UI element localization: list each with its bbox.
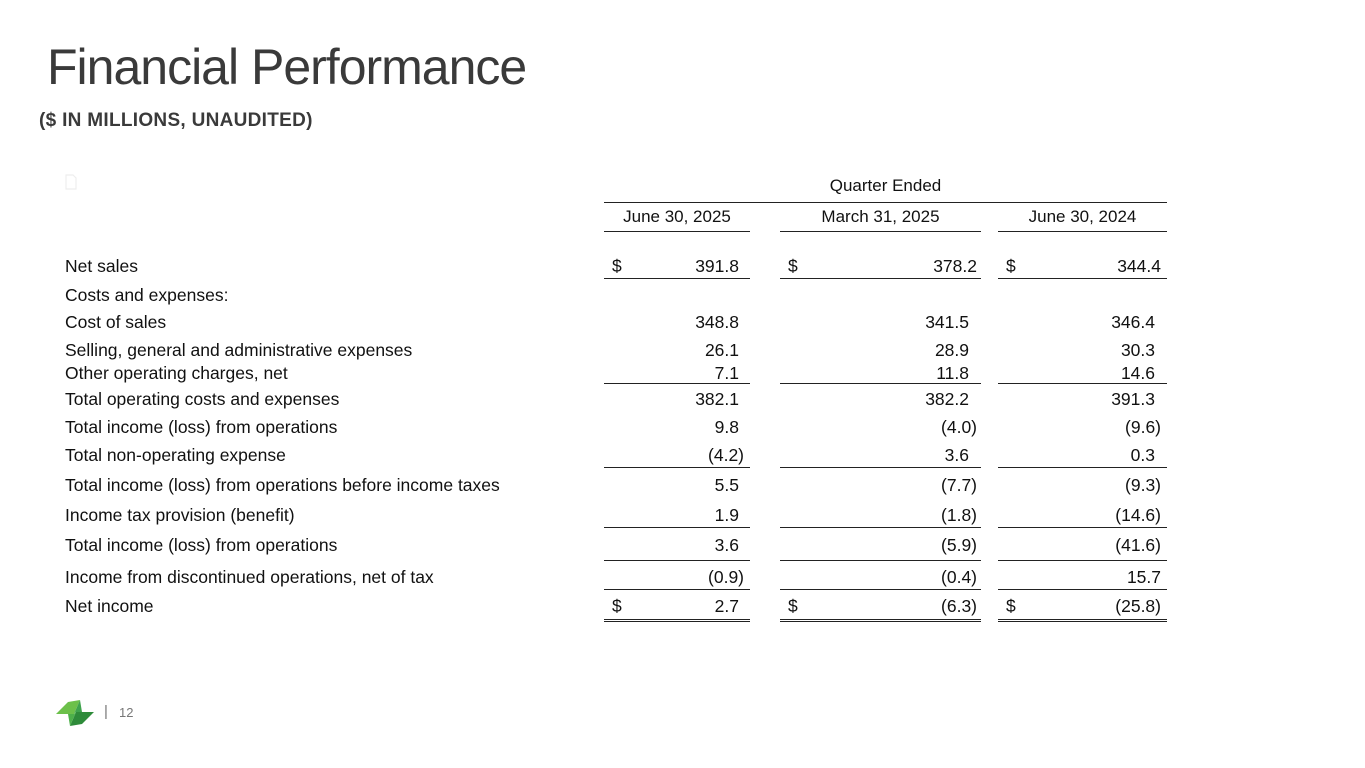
cell-value: 346.4 [1111,312,1155,332]
row-label: Total operating costs and expenses [65,389,340,409]
table-row [0,504,1365,528]
cell-value: 15.7 [1126,567,1161,587]
cell-value: 5.5 [714,475,739,495]
currency-symbol: $ [612,256,622,276]
cell-value: 1.9 [714,505,739,525]
page-number: 12 [119,705,134,720]
cell-value: (14.6) [1115,505,1161,525]
row-label: Costs and expenses: [65,285,229,305]
row-label: Total income (loss) from operations [65,535,338,555]
row-label: Total income (loss) from operations [65,417,338,437]
cell-value: (0.4) [941,567,977,587]
cell-value: (9.3) [1125,475,1161,495]
table-row [0,595,1365,622]
table-row [0,362,1365,384]
currency-symbol: $ [1006,596,1016,616]
cell-value: (1.8) [941,505,977,525]
row-label: Net income [65,596,154,616]
cell-value: 0.3 [1130,445,1155,465]
column-header-june-2025: June 30, 2025 [604,206,750,232]
cell-value: (5.9) [941,535,977,555]
page-subtitle: ($ IN MILLIONS, UNAUDITED) [39,110,313,131]
row-label: Total non-operating expense [65,445,286,465]
row-label: Cost of sales [65,312,167,332]
cell-value: 2.7 [714,596,739,616]
cell-value: 344.4 [1117,256,1161,276]
cell-value: 341.5 [925,312,969,332]
currency-symbol: $ [612,596,622,616]
cell-value: 9.8 [714,417,739,437]
cell-value: 7.1 [714,363,739,383]
cell-value: (6.3) [941,596,977,616]
column-header-june-2024: June 30, 2024 [998,206,1167,232]
quarter-ended-header: Quarter Ended [604,175,1167,203]
cell-value: (41.6) [1115,535,1161,555]
cell-value: 3.6 [714,535,739,555]
column-header-march-2025: March 31, 2025 [780,206,981,232]
cell-value: (4.0) [941,417,977,437]
cell-value: (7.7) [941,475,977,495]
table-row [0,311,1365,333]
cell-value: 348.8 [695,312,739,332]
row-label: Selling, general and administrative expenses [65,340,413,360]
page-title: Financial Performance [47,39,527,95]
cell-value: 391.3 [1111,389,1155,409]
table-row [0,416,1365,438]
cell-value: (9.6) [1125,417,1161,437]
row-label: Total income (loss) from operations before income taxes [65,475,500,495]
company-logo-icon [56,696,96,730]
document-icon [64,174,78,190]
cell-value: 3.6 [944,445,969,465]
table-row [0,284,1365,306]
row-label: Income tax provision (benefit) [65,505,295,525]
cell-value: (25.8) [1115,596,1161,616]
table-row [0,444,1365,468]
row-label: Net sales [65,256,138,276]
currency-symbol: $ [788,256,798,276]
cell-value: 30.3 [1120,340,1155,360]
table-row [0,566,1365,590]
row-label: Income from discontinued operations, net of tax [65,567,434,587]
cell-value: 28.9 [934,340,969,360]
cell-value: 391.8 [695,256,739,276]
cell-value: 14.6 [1120,363,1155,383]
table-row [0,534,1365,561]
cell-value: (0.9) [708,567,744,587]
cell-value: 26.1 [704,340,739,360]
cell-value: 378.2 [933,256,977,276]
cell-value: 382.1 [695,389,739,409]
footer-separator: | [104,703,108,720]
row-label: Other operating charges, net [65,363,288,383]
table-row [0,339,1365,361]
currency-symbol: $ [1006,256,1016,276]
table-row [0,474,1365,496]
cell-value: (4.2) [708,445,744,465]
table-row [0,255,1365,279]
cell-value: 11.8 [936,363,969,383]
cell-value: 382.2 [925,389,969,409]
table-row [0,388,1365,410]
currency-symbol: $ [788,596,798,616]
